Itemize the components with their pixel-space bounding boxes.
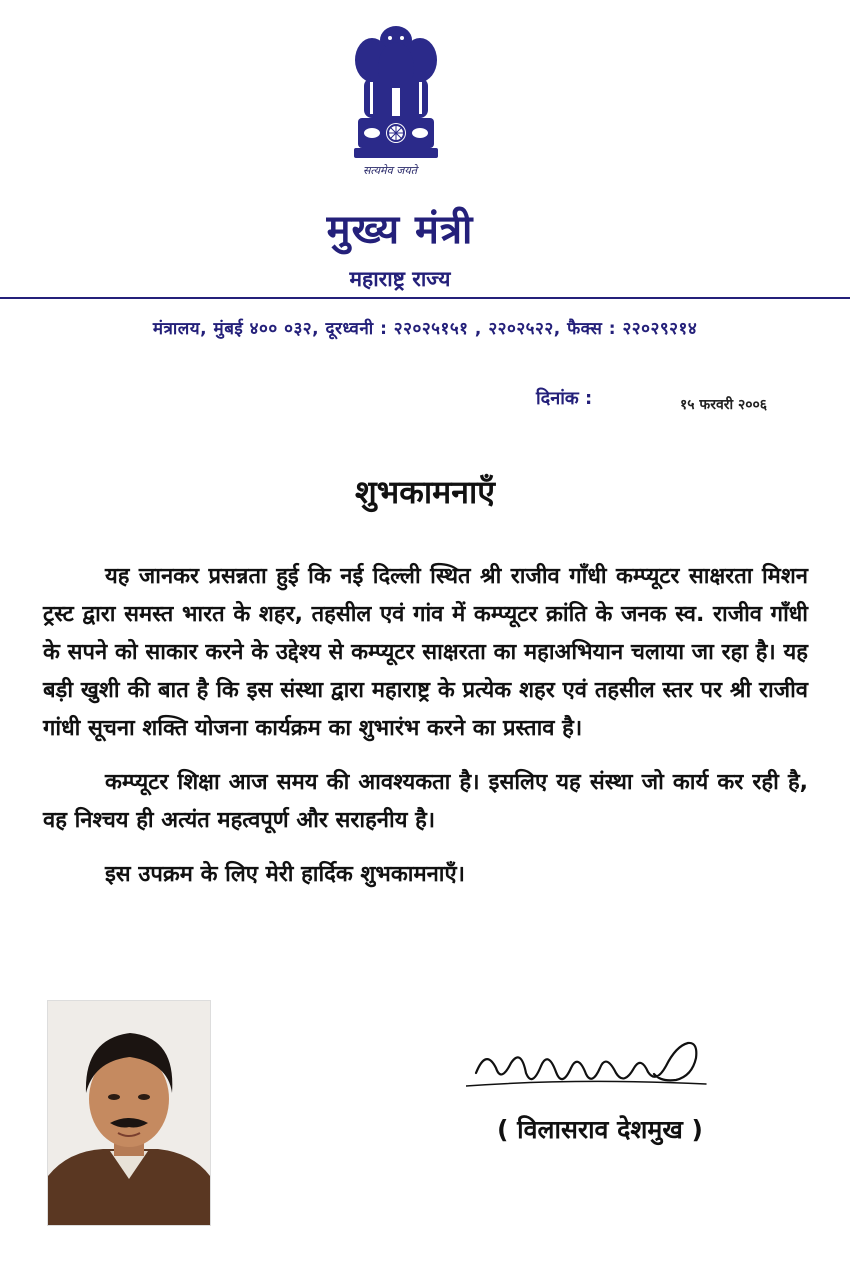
paragraph-2: कम्प्यूटर शिक्षा आज समय की आवश्यकता है। इसलिए यह संस्था जो कार्य कर रही है, वह निश्चय ही अत्यंत महत्वपूर्ण और सराहनीय है।	[43, 770, 808, 833]
paragraph-3: इस उपक्रम के लिए मेरी हार्दिक शुभकामनाएँ।	[105, 862, 466, 887]
header-divider	[0, 297, 850, 299]
handwritten-signature	[466, 1028, 716, 1098]
date-label: दिनांक :	[536, 388, 593, 409]
paragraph-1: यह जानकर प्रसन्नता हुई कि नई दिल्ली स्थित श्री राजीव गाँधी कम्प्यूटर साक्षरता मिशन ट्रस्ट द्वारा समस्त भारत के शहर, तहसील एवं गांव में कम्प्यूटर क्रांति के जनक स्व. राजीव गाँधी के सपने को साकार करने के उद्देश्य से कम्प्यूटर साक्षरता का महाअभियान चलाया जा रहा है। यह बड़ी खुशी की बात है कि इस संस्था द्वारा महाराष्ट्र के प्रत्येक शहर एवं तहसील स्तर पर श्री राजीव गांधी सूचना शक्ति योजना कार्यक्रम का शुभारंभ करने का प्रस्ताव है।	[43, 564, 808, 741]
letter-body	[43, 558, 808, 910]
national-motto: सत्यमेव जयते	[362, 164, 417, 177]
date-value: १५ फरवरी २००६	[680, 397, 768, 413]
portrait-photo	[47, 1000, 211, 1226]
signatory-name: ( विलासराव देशमुख )	[497, 1115, 703, 1144]
office-title: मुख्य मंत्री	[326, 207, 474, 253]
letter-heading: शुभकामनाएँ	[354, 473, 495, 511]
office-address: मंत्रालय, मुंबई ४०० ०३२, दूरध्वनी : २२०२५१५१ , २२०२५२२, फैक्स : २२०२९२१४	[152, 319, 698, 339]
state-name: महाराष्ट्र राज्य	[349, 267, 451, 291]
ashoka-emblem-icon	[342, 18, 450, 168]
